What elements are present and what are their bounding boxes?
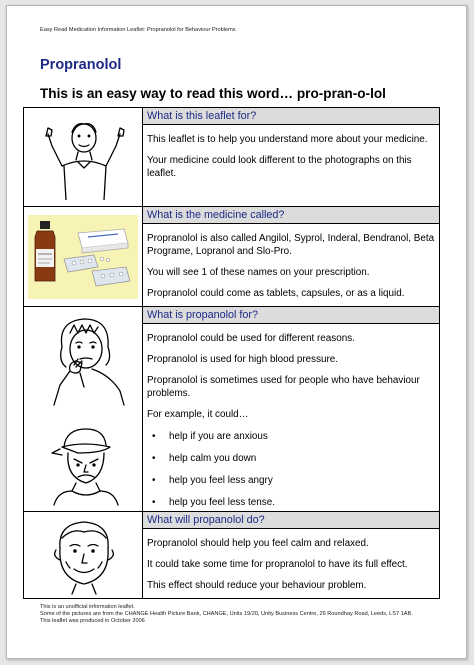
person-thumbs-up-icon bbox=[38, 116, 130, 200]
section-heading: What will propanolol do? bbox=[143, 512, 439, 529]
section-image-cell bbox=[24, 108, 143, 206]
uses-bullet-list bbox=[147, 430, 435, 509]
section-paragraph: This leaflet is to help you understand more about your medicine. bbox=[147, 134, 428, 145]
section-paragraph: For example, it could… bbox=[147, 409, 249, 420]
section-image-cell bbox=[24, 207, 143, 306]
angry-man-in-cap-icon bbox=[38, 417, 130, 507]
section-text-cell bbox=[143, 207, 439, 306]
smiling-man-icon bbox=[38, 516, 130, 596]
section-paragraph: This effect should reduce your behaviour problem. bbox=[147, 580, 367, 591]
information-table bbox=[23, 107, 440, 599]
medicine-bottle-and-tablets-icon bbox=[28, 215, 138, 299]
section-text-cell bbox=[143, 307, 439, 511]
list-item: • help you feel less angry bbox=[147, 474, 435, 487]
section-paragraph: Your medicine could look different to the photographs on this leaflet. bbox=[147, 155, 412, 179]
section-image-cell bbox=[24, 307, 143, 511]
footer-line: Some of the pictures are from the CHANGE Health Picture Bank, CHANGE, Units 19/20, Unity Business Centre, 26 Roundhay Road, Leeds, LS7 1AB. bbox=[40, 611, 413, 617]
section-paragraph: Propranolol could come as tablets, capsules, or as a liquid. bbox=[147, 288, 405, 299]
section-paragraph: Propranolol is sometimes used for people who have behaviour problems. bbox=[147, 375, 420, 399]
section-paragraph: It could take some time for propranolol to have its full effect. bbox=[147, 559, 408, 570]
section-medicine-uses bbox=[24, 307, 439, 512]
section-paragraph: Propranolol is also called Angilol, Syprol, Inderal, Bendranol, Beta Programe, Lopranol and Slo-Pro. bbox=[147, 233, 435, 257]
footer-notes bbox=[40, 604, 440, 625]
list-item: • help calm you down bbox=[147, 452, 435, 465]
section-heading: What is propanolol for? bbox=[143, 307, 439, 324]
anxious-person-icon bbox=[40, 313, 130, 409]
section-paragraph: You will see 1 of these names on your prescription. bbox=[147, 267, 370, 278]
section-text-cell bbox=[143, 512, 439, 598]
section-medicine-names bbox=[24, 207, 439, 307]
section-heading: What is this leaflet for? bbox=[143, 108, 439, 125]
page-title: Propranolol bbox=[40, 57, 122, 73]
section-paragraph: Propranolol could be used for different reasons. bbox=[147, 333, 355, 344]
list-item: • help if you are anxious bbox=[147, 430, 435, 443]
section-text-cell bbox=[143, 108, 439, 206]
footer-line: This is an unofficial information leaflet. bbox=[40, 604, 135, 610]
list-item: • help you feel less tense. bbox=[147, 496, 435, 509]
section-leaflet-purpose bbox=[24, 108, 439, 207]
section-paragraph: Propranolol is used for high blood pressure. bbox=[147, 354, 339, 365]
section-heading: What is the medicine called? bbox=[143, 207, 439, 224]
running-header: Easy Read Medication Information Leaflet: Propranolol for Behaviour Problems bbox=[40, 27, 236, 33]
pronunciation-subtitle: This is an easy way to read this word… pro-pran-o-lol bbox=[40, 86, 386, 101]
section-medicine-effects bbox=[24, 512, 439, 598]
section-image-cell bbox=[24, 512, 143, 598]
footer-line: This leaflet was produced in October 2006 bbox=[40, 618, 145, 624]
section-paragraph: Propranolol should help you feel calm and relaxed. bbox=[147, 538, 369, 549]
